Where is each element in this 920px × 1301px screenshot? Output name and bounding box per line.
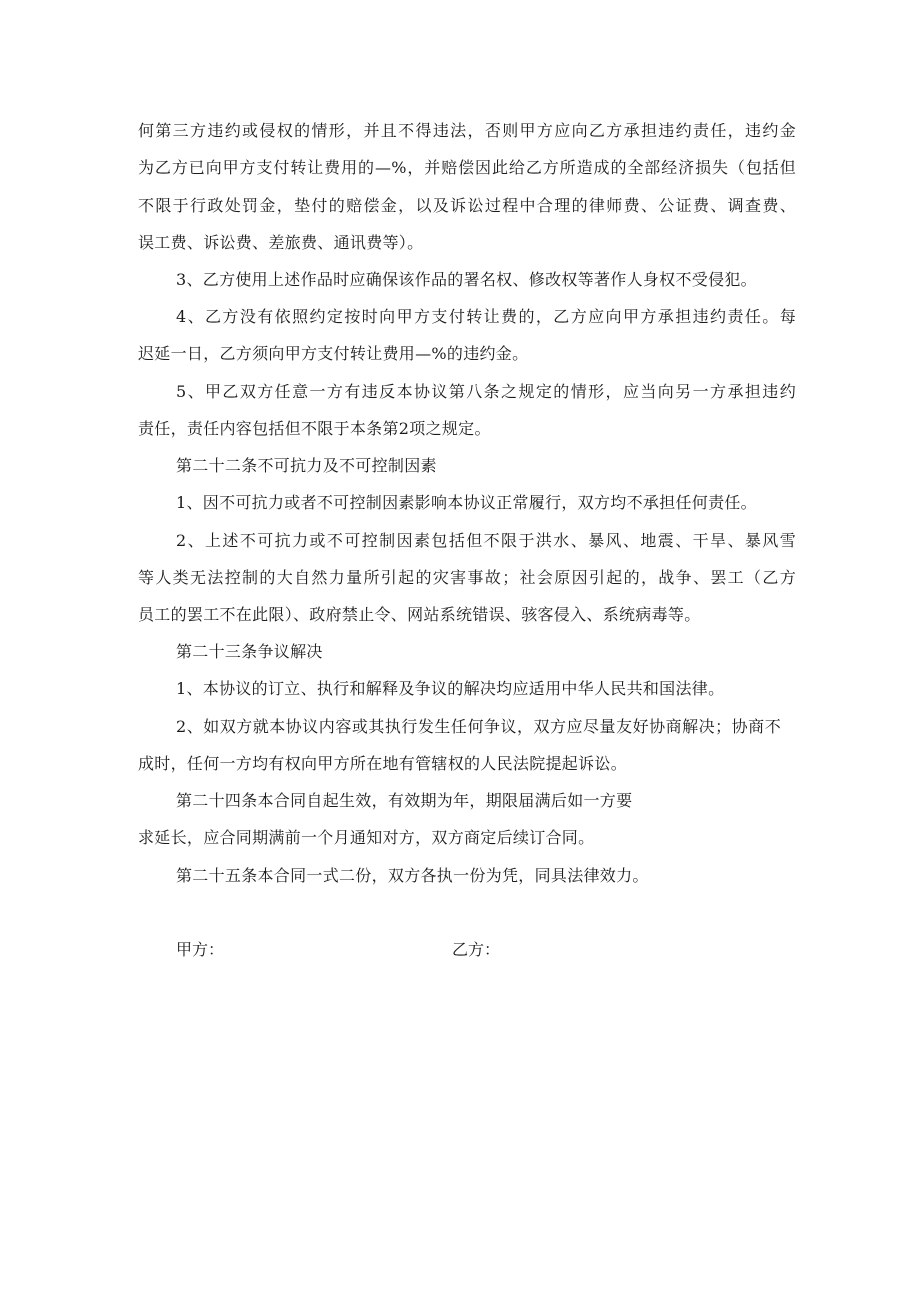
party-b-signature-label: 乙方： <box>452 940 501 959</box>
clause-3: 3、乙方使用上述作品时应确保该作品的署名权、修改权等著作人身权不受侵犯。 <box>176 270 757 289</box>
paragraph-line: 误工费、诉讼费、差旅费、通讯费等）。 <box>138 233 424 252</box>
article-22-clause-1: 1、因不可抗力或者不可控制因素影响本协议正常履行，双方均不承担任何责任。 <box>176 493 757 512</box>
paragraph-line: 为乙方已向甲方支付转让费用的—%，并赔偿因此给乙方所造成的全部经济损失（包括但 <box>138 158 796 177</box>
paragraph-line: 求延长，应合同期满前一个月通知对方，双方商定后续订合同。 <box>138 828 595 847</box>
article-25: 第二十五条本合同一式二份，双方各执一份为凭，同具法律效力。 <box>176 866 649 885</box>
article-22-heading: 第二十二条不可抗力及不可控制因素 <box>176 456 437 475</box>
paragraph-line: 员工的罢工不在此限）、政府禁止令、网站系统错误、骇客侵入、系统病毒等。 <box>138 605 701 624</box>
article-23-heading: 第二十三条争议解决 <box>176 642 323 661</box>
party-a-signature-label: 甲方： <box>176 940 225 959</box>
clause-5: 5、甲乙双方任意一方有违反本协议第八条之规定的情形，应当向另一方承担违约 <box>176 382 796 401</box>
paragraph-line: 迟延一日，乙方须向甲方支付转让费用—%的违约金。 <box>138 344 529 363</box>
clause-4: 4、乙方没有依照约定按时向甲方支付转让费的，乙方应向甲方承担违约责任。每 <box>176 307 796 326</box>
paragraph-line: 何第三方违约或侵权的情形，并且不得违法，否则甲方应向乙方承担违约责任，违约金 <box>138 121 796 140</box>
paragraph-line: 责任，责任内容包括但不限于本条第2项之规定。 <box>138 419 491 438</box>
article-22-clause-2: 2、上述不可抗力或不可控制因素包括但不限于洪水、暴风、地震、干旱、暴风雪 <box>176 531 796 550</box>
article-24: 第二十四条本合同自起生效，有效期为年，期限届满后如一方要 <box>176 791 633 810</box>
article-23-clause-2: 2、如双方就本协议内容或其执行发生任何争议，双方应尽量友好协商解决；协商不 <box>176 717 781 736</box>
paragraph-line: 不限于行政处罚金，垫付的赔偿金，以及诉讼过程中合理的律师费、公证费、调查费、 <box>138 196 796 215</box>
paragraph-line: 成时，任何一方均有权向甲方所在地有管辖权的人民法院提起诉讼。 <box>138 754 628 773</box>
article-23-clause-1: 1、本协议的订立、执行和解释及争议的解决均应适用中华人民共和国法律。 <box>176 679 725 698</box>
paragraph-line: 等人类无法控制的大自然力量所引起的灾害事故；社会原因引起的，战争、罢工（乙方 <box>138 568 796 587</box>
